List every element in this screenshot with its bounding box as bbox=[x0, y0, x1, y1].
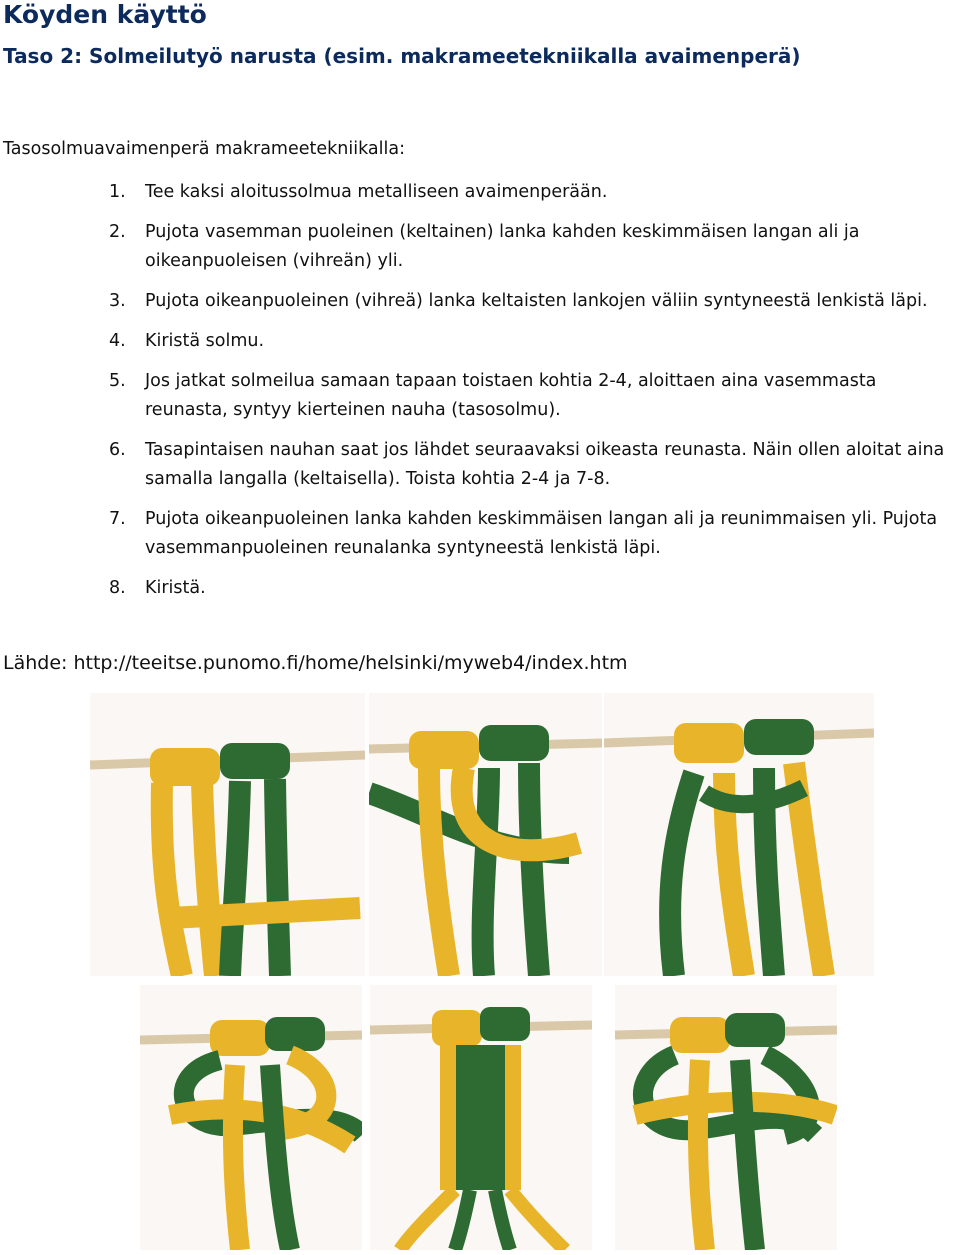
macrame-photo-6 bbox=[615, 985, 837, 1250]
page-subtitle: Taso 2: Solmeilutyö narusta (esim. makrameetekniikalla avaimenperä) bbox=[3, 44, 801, 68]
step-item bbox=[109, 218, 959, 276]
step-number: 6. bbox=[109, 440, 126, 460]
step-item bbox=[109, 436, 959, 494]
step-number: 8. bbox=[109, 578, 126, 598]
step-photo-1 bbox=[90, 693, 365, 976]
step-item bbox=[109, 287, 959, 316]
step-text: Kiristä. bbox=[145, 578, 206, 598]
step-photo-6 bbox=[615, 985, 837, 1250]
step-text: Pujota oikeanpuoleinen (vihreä) lanka keltaisten lankojen väliin syntyneestä lenkistä läpi. bbox=[145, 291, 928, 311]
step-number: 7. bbox=[109, 509, 126, 529]
page-title: Köyden käyttö bbox=[3, 0, 207, 29]
steps-list bbox=[109, 178, 959, 614]
step-photo-4 bbox=[140, 985, 362, 1250]
step-text: Pujota oikeanpuoleinen lanka kahden keskimmäisen langan ali ja reunimmaisen yli. Pujota vasemmanpuoleinen reunalanka syntyneestä lenkistä läpi. bbox=[145, 509, 938, 558]
macrame-photo-5 bbox=[370, 985, 592, 1250]
step-item bbox=[109, 327, 959, 356]
source-link[interactable]: Lähde: http://teeitse.punomo.fi/home/helsinki/myweb4/index.htm bbox=[3, 652, 628, 674]
macrame-photo-4 bbox=[140, 985, 362, 1250]
step-item bbox=[109, 574, 959, 603]
macrame-photo-2 bbox=[369, 693, 602, 976]
macrame-photo-1 bbox=[90, 693, 365, 976]
macrame-photo-3 bbox=[604, 693, 874, 976]
step-number: 3. bbox=[109, 291, 126, 311]
step-text: Tasapintaisen nauhan saat jos lähdet seuraavaksi oikeasta reunasta. Näin ollen aloitat aina samalla langalla (keltaisella). Toista kohtia 2-4 ja 7-8. bbox=[145, 440, 945, 489]
step-photo-5 bbox=[370, 985, 592, 1250]
step-photo-3 bbox=[604, 693, 874, 976]
step-photo-2 bbox=[369, 693, 602, 976]
step-item bbox=[109, 367, 959, 425]
intro-text: Tasosolmuavaimenperä makrameetekniikalla: bbox=[3, 139, 405, 159]
step-item bbox=[109, 505, 959, 563]
step-number: 5. bbox=[109, 371, 126, 391]
step-number: 2. bbox=[109, 222, 126, 242]
step-text: Tee kaksi aloitussolmua metalliseen avaimenperään. bbox=[145, 182, 608, 202]
step-text: Pujota vasemman puoleinen (keltainen) lanka kahden keskimmäisen langan ali ja oikeanpuoleisen (vihreän) yli. bbox=[145, 222, 860, 271]
step-number: 4. bbox=[109, 331, 126, 351]
step-text: Kiristä solmu. bbox=[145, 331, 265, 351]
step-text: Jos jatkat solmeilua samaan tapaan toistaen kohtia 2-4, aloittaen aina vasemmasta reunasta, syntyy kierteinen nauha (tasosolmu). bbox=[145, 371, 877, 420]
step-number: 1. bbox=[109, 182, 126, 202]
step-item bbox=[109, 178, 959, 207]
